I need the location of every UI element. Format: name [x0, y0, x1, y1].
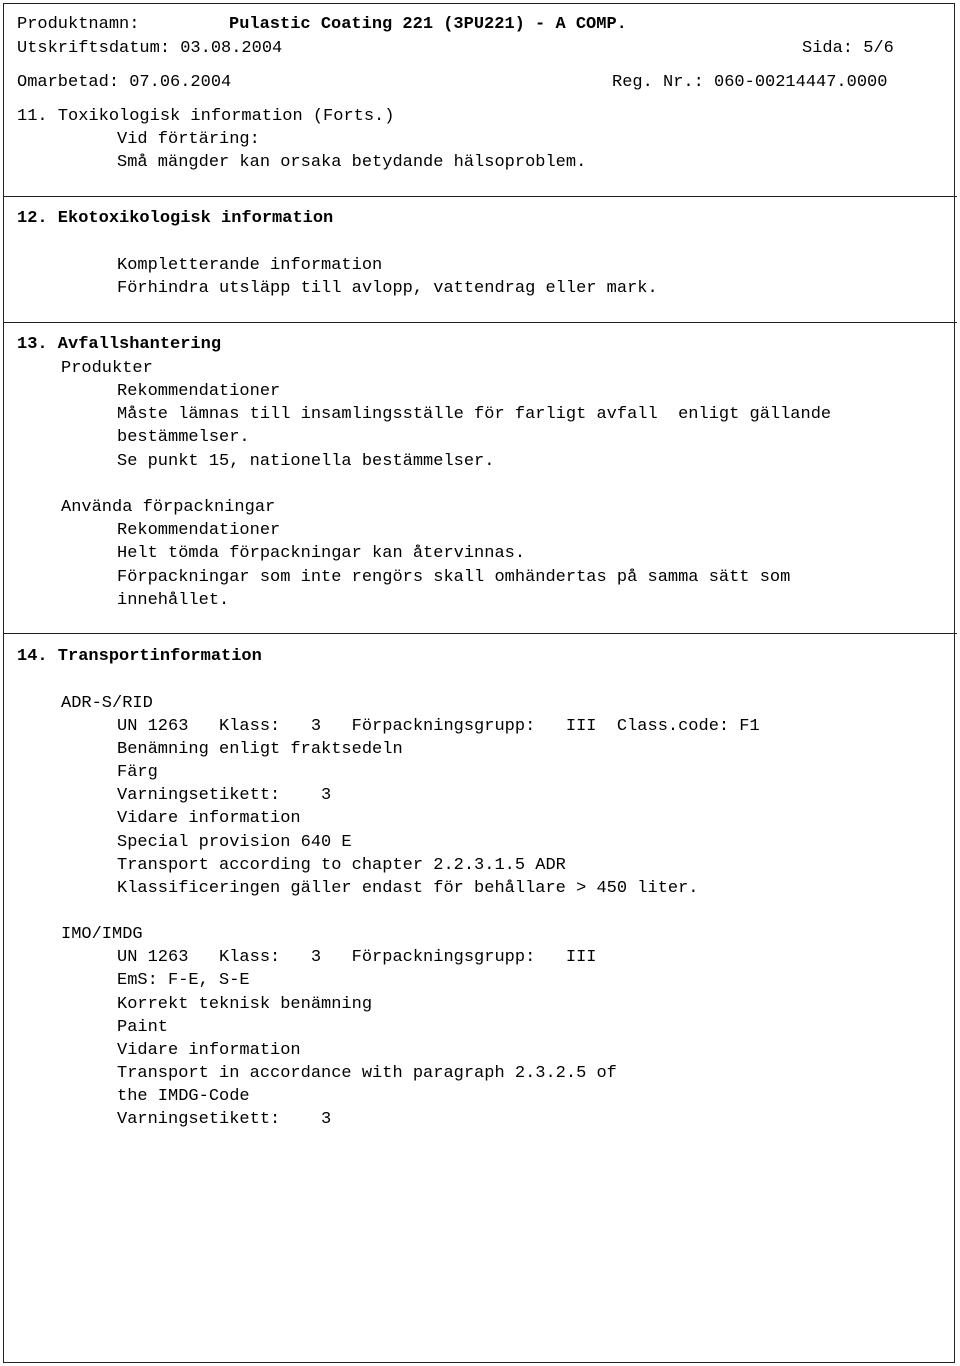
- section-11-title: 11. Toxikologisk information (Forts.): [17, 107, 395, 126]
- section-13-line: bestämmelser.: [117, 428, 250, 447]
- section-12-title: 12. Ekotoxikologisk information: [17, 209, 334, 228]
- section-13-title: 13. Avfallshantering: [17, 335, 222, 354]
- registration-number: Reg. Nr.: 060-00214447.0000: [612, 73, 888, 92]
- section-14-title: 14. Transportinformation: [17, 647, 262, 666]
- imo-line: Korrekt teknisk benämning: [117, 995, 373, 1014]
- adr-line: Varningsetikett: 3: [117, 786, 332, 805]
- imo-line: EmS: F-E, S-E: [117, 971, 250, 990]
- section-13-line: Se punkt 15, nationella bestämmelser.: [117, 452, 495, 471]
- product-name: Pulastic Coating 221 (3PU221) - A COMP.: [229, 15, 627, 34]
- adr-heading: ADR-S/RID: [61, 694, 153, 713]
- revised-date: Omarbetad: 07.06.2004: [17, 73, 232, 92]
- section-13-line: Helt tömda förpackningar kan återvinnas.: [117, 544, 526, 563]
- imo-line: Transport in accordance with paragraph 2.3.2.5 of: [117, 1064, 617, 1083]
- adr-line: Färg: [117, 763, 158, 782]
- section-13-line: Rekommendationer: [117, 521, 281, 540]
- imo-heading: IMO/IMDG: [61, 925, 143, 944]
- divider-13-14: [3, 633, 957, 634]
- imo-line: Vidare information: [117, 1041, 301, 1060]
- section-13-line: Förpackningar som inte rengörs skall omhändertas på samma sätt som: [117, 568, 791, 587]
- adr-line: UN 1263 Klass: 3 Förpackningsgrupp: III Class.code: F1: [117, 717, 760, 736]
- page-number: Sida: 5/6: [802, 39, 894, 58]
- adr-line: Klassificeringen gäller endast för behållare > 450 liter.: [117, 879, 699, 898]
- section-13-line: innehållet.: [117, 591, 230, 610]
- print-date: Utskriftsdatum: 03.08.2004: [17, 39, 283, 58]
- section-13-line: Rekommendationer: [117, 382, 281, 401]
- section-13-line: Måste lämnas till insamlingsställe för farligt avfall enligt gällande: [117, 405, 832, 424]
- imo-line: Paint: [117, 1018, 169, 1037]
- section-12-line: Kompletterande information: [117, 256, 383, 275]
- imo-line: UN 1263 Klass: 3 Förpackningsgrupp: III: [117, 948, 597, 967]
- section-12-line: Förhindra utsläpp till avlopp, vattendrag eller mark.: [117, 279, 658, 298]
- imo-line: Varningsetikett: 3: [117, 1110, 332, 1129]
- divider-11-12: [3, 196, 957, 197]
- divider-12-13: [3, 322, 957, 323]
- imo-line: the IMDG-Code: [117, 1087, 250, 1106]
- adr-line: Special provision 640 E: [117, 833, 352, 852]
- section-13-subheading: Produkter: [61, 359, 153, 378]
- section-13-subheading: Använda förpackningar: [61, 498, 276, 517]
- adr-line: Vidare information: [117, 809, 301, 828]
- product-label: Produktnamn:: [17, 15, 140, 34]
- section-11-line: Vid förtäring:: [117, 130, 260, 149]
- adr-line: Transport according to chapter 2.2.3.1.5 ADR: [117, 856, 566, 875]
- section-11-line: Små mängder kan orsaka betydande hälsoproblem.: [117, 153, 587, 172]
- adr-line: Benämning enligt fraktsedeln: [117, 740, 403, 759]
